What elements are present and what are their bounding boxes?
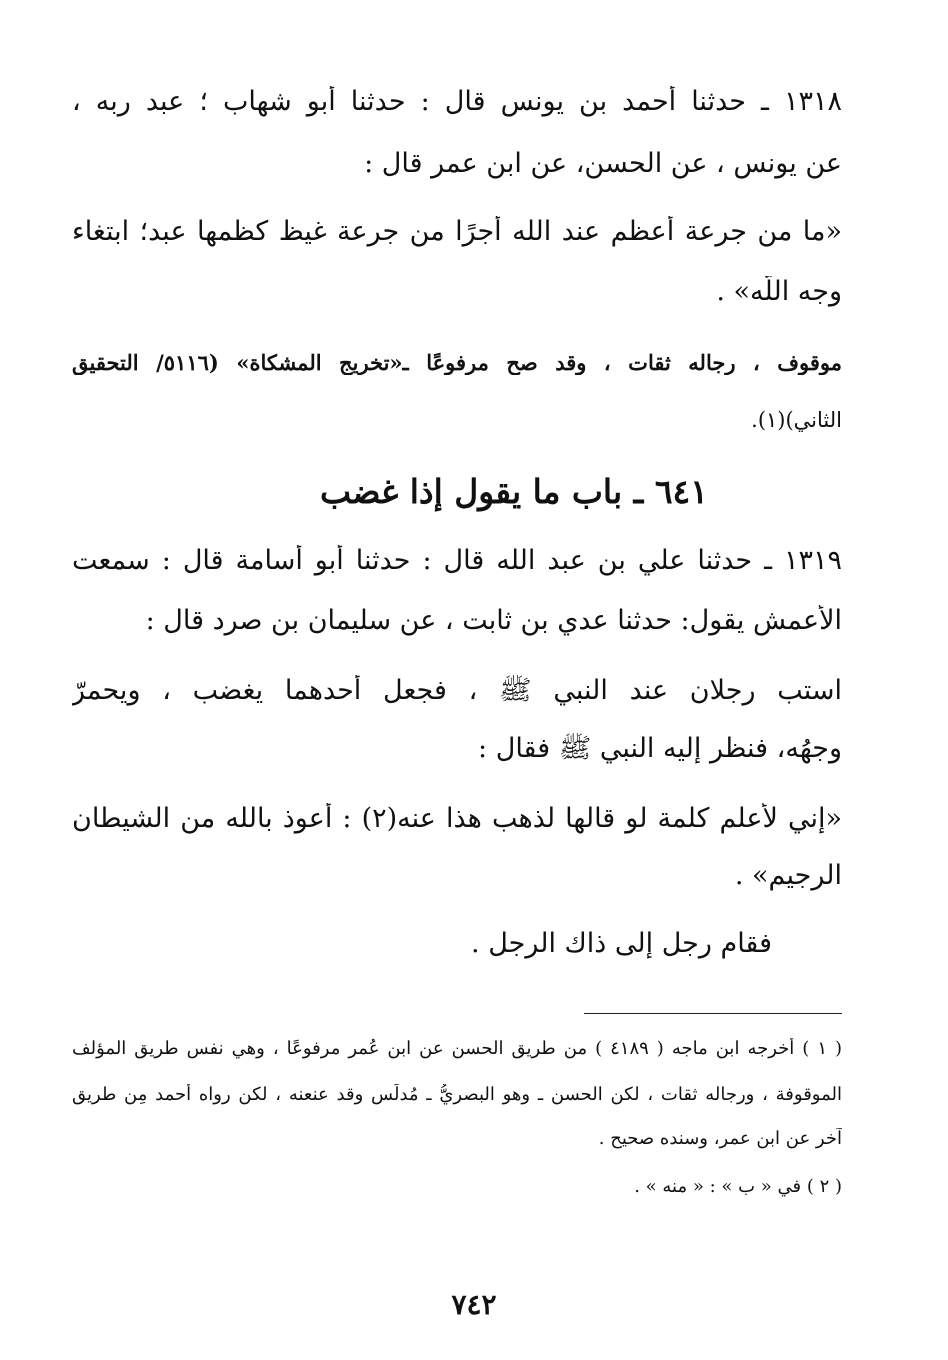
footnote-separator — [584, 1013, 842, 1014]
footnote-2: ( ٢ ) في « ب » : « منه » . — [634, 1176, 842, 1197]
page-number: ٧٤٢ — [451, 1288, 497, 1321]
hadith-1318-isnad-line-1: ١٣١٨ ـ حدثنا أحمد بن يونس قال : حدثنا أبو شهاب ؛ عبد ربه ، — [72, 86, 842, 117]
hadith-1318-grading-line-2: الثاني)(١). — [751, 408, 842, 432]
hadith-1319-text-line-2: وجهُه، فنظر إليه النبي ﷺ فقال : — [478, 733, 842, 764]
footnote-1-line-1: ( ١ ) أخرجه ابن ماجه ( ٤١٨٩ ) من طريق الحسن عن ابن عُمر مرفوعًا ، وهي نفس طريق المؤلف — [72, 1038, 842, 1059]
footnote-1-line-2: الموقوفة ، ورجاله ثقات ، لكن الحسن ـ وهو البصريُّ ـ مُدلِّس وقد عنعنه ، لكن رواه أحمد مِن طريق — [72, 1084, 842, 1105]
hadith-1318-grading-line-1: موقوف ، رجاله ثقات ، وقد صح مرفوعًا ـ«تخريج المشكاة» (٥١١٦/ التحقيق — [72, 350, 842, 375]
hadith-1319-quote-line-1: «إني لأعلم كلمة لو قالها لذهب هذا عنه(٢) : أعوذ بالله من الشيطان — [72, 803, 842, 834]
chapter-heading: ٦٤١ ـ باب ما يقول إذا غضب — [319, 472, 709, 511]
footnote-1-line-3: آخر عن ابن عمر، وسنده صحيح . — [598, 1128, 842, 1149]
hadith-1319-text-line-1: استب رجلان عند النبي ﷺ ، فجعل أحدهما يغضب ، ويحمرّ — [72, 675, 842, 706]
hadith-1318-text-line-1: «ما من جرعة أعظم عند الله أجرًا من جرعة غيظ كظمها عبد؛ ابتغاء — [72, 216, 842, 247]
hadith-1319-quote-line-2: الرجيم» . — [734, 860, 842, 891]
hadith-1319-isnad-line-2: الأعمش يقول: حدثنا عدي بن ثابت ، عن سليمان بن صرد قال : — [145, 605, 842, 636]
hadith-1318-text-line-2: وجه اللّه» . — [716, 276, 842, 307]
hadith-1319-final-line: فقام رجل إلى ذاك الرجل . — [471, 928, 772, 959]
hadith-1318-isnad-line-2: عن يونس ، عن الحسن، عن ابن عمر قال : — [364, 148, 842, 179]
hadith-1319-isnad-line-1: ١٣١٩ ـ حدثنا علي بن عبد الله قال : حدثنا أبو أسامة قال : سمعت — [72, 545, 842, 576]
